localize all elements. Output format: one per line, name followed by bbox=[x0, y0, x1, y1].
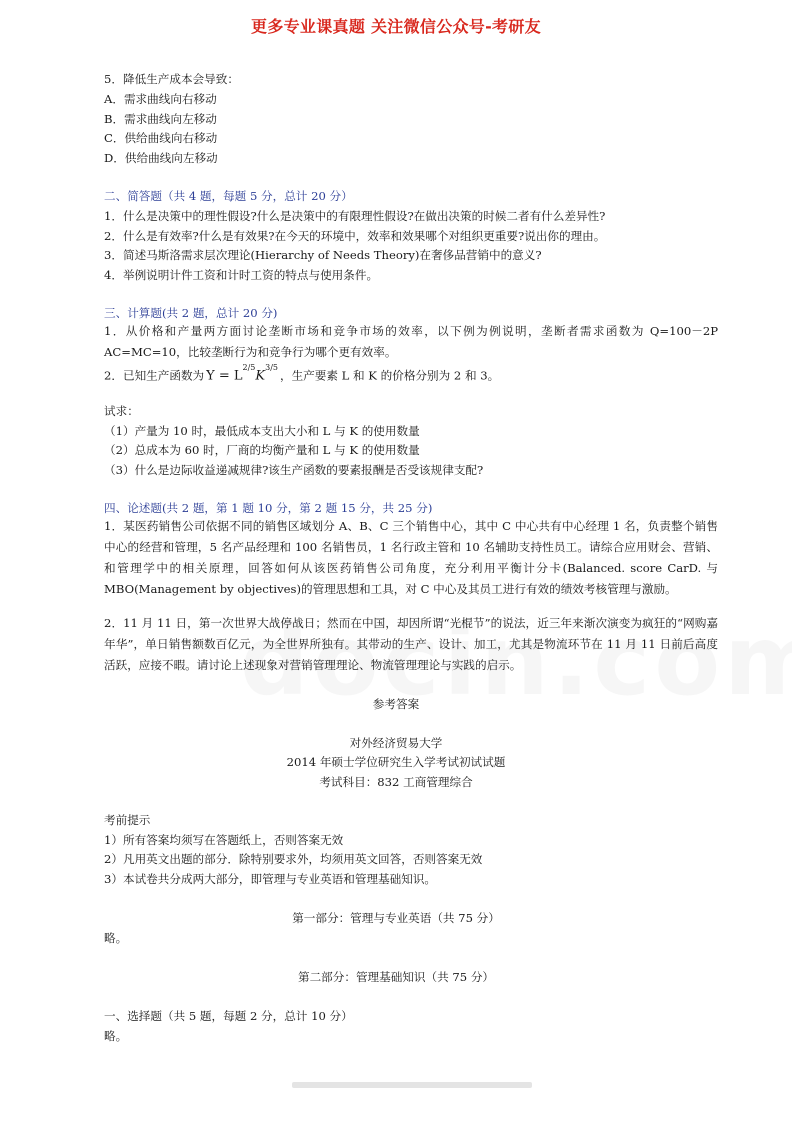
q5-stem: 5．降低生产成本会导致： bbox=[104, 72, 239, 86]
part1-body: 略。 bbox=[104, 931, 128, 945]
choice-heading: 一、选择题（共 5 题，每题 2 分，总计 10 分） bbox=[104, 1009, 353, 1023]
essay-heading: 四、论述题(共 2 题，第 1 题 10 分，第 2 题 15 分，共 25 分) bbox=[104, 501, 433, 515]
calc-q2-suffix: ，生产要素 L 和 K 的价格分别为 2 和 3。 bbox=[279, 368, 500, 383]
q5-option-b: B．需求曲线向左移动 bbox=[104, 112, 217, 126]
notice-title: 考前提示 bbox=[104, 813, 151, 827]
q5-option-c: C．供给曲线向右移动 bbox=[104, 131, 218, 145]
q5-option-d: D．供给曲线向左移动 bbox=[104, 151, 218, 165]
exam-subject: 考试科目：832 工商管理综合 bbox=[319, 775, 473, 789]
answer-title: 参考答案 bbox=[372, 697, 420, 711]
footer-faded-text bbox=[292, 1082, 532, 1088]
essay-question-2: 2．11 月 11 日，第一次世界大战停战日；然而在中国，却因所谓“光棍节”的说法，近三年来渐次演变为疯狂的“网购嘉年华”，单日销售额数百亿元，为全世界所独有。其带动的生产、设计、加工，尤其是物流环节在 11 月 11 日前后高度活跃，应接不暇。请讨论上述现象对营销管理理论、物流管理理论与实践的启示。 bbox=[104, 616, 718, 672]
calc-q2-prefix: 2．已知生产函数为 bbox=[104, 368, 205, 383]
short-answer-item-3: 3．简述马斯洛需求层次理论(Hierarchy of Needs Theory)在奢侈品营销中的意义? bbox=[104, 248, 542, 262]
notice-item-2: 2）凡用英文出题的部分．除特别要求外，均须用英文回答，否则答案无效 bbox=[104, 852, 483, 866]
calc-ask: 试求： bbox=[104, 404, 139, 418]
part2-heading: 第二部分：管理基础知识（共 75 分） bbox=[297, 970, 495, 984]
short-answer-item-4: 4．举例说明计件工资和计时工资的特点与使用条件。 bbox=[104, 268, 379, 282]
exam-school: 对外经济贸易大学 bbox=[349, 736, 443, 750]
short-answer-item-1: 1．什么是决策中的理性假设?什么是决策中的有限理性假设?在做出决策的时候二者有什么差异性? bbox=[104, 209, 606, 223]
essay-question-1: 1．某医药销售公司依据不同的销售区域划分 A、B、C 三个销售中心，其中 C 中心共有中心经理 1 名，负责整个销售中心的经营和管理，5 名产品经理和 100 名销售员，1 名行政主管和 10 名辅助支持性员工。请综合应用财会、营销、和管理学中的相关原理，回答如何从该医药销售公司角度，充分利用平衡计分卡(Balanced. score CarD. 与 MBO(Management by objectives)的管理思想和工具，对 C 中心及其员工进行有效的绩效考核管理与激励。 bbox=[104, 519, 718, 596]
calc-question-1: 1．从价格和产量两方面讨论垄断市场和竞争市场的效率，以下例为例说明，垄断者需求函数为 Q=100－2P AC=MC=10，比较垄断行为和竞争行为哪个更有效率。 bbox=[104, 324, 718, 359]
notice-item-3: 3）本试卷共分成两大部分，即管理与专业英语和管理基础知识。 bbox=[104, 872, 437, 886]
short-answer-heading: 二、简答题（共 4 题，每题 5 分，总计 20 分） bbox=[104, 189, 353, 203]
calc-heading: 三、计算题(共 2 题，总计 20 分) bbox=[104, 306, 278, 320]
calc-question-2 bbox=[104, 363, 500, 384]
notice-item-1: 1）所有答案均须写在答题纸上，否则答案无效 bbox=[104, 833, 344, 847]
part1-heading: 第一部分：管理与专业英语（共 75 分） bbox=[292, 911, 500, 925]
calc-sub-3: （3）什么是边际收益递减规律?该生产函数的要素报酬是否受该规律支配? bbox=[104, 463, 484, 477]
calc-sub-2: （2）总成本为 60 时，厂商的均衡产量和 L 与 K 的使用数量 bbox=[104, 443, 420, 457]
q5-option-a: A．需求曲线向右移动 bbox=[104, 92, 217, 106]
short-answer-item-2: 2．什么是有效率?什么是有效果?在今天的环境中，效率和效果哪个对组织更重要?说出你的理由。 bbox=[104, 229, 606, 243]
exam-title: 2014 年硕士学位研究生入学考试初试试题 bbox=[286, 755, 506, 769]
promo-banner: 更多专业课真题 关注微信公众号-考研友 bbox=[251, 17, 541, 36]
choice-body: 略。 bbox=[104, 1029, 128, 1043]
production-function: $Y = L^{2/5}K^{3/5}$ bbox=[206, 363, 278, 384]
calc-sub-1: （1）产量为 10 时，最低成本支出大小和 L 与 K 的使用数量 bbox=[104, 424, 420, 438]
